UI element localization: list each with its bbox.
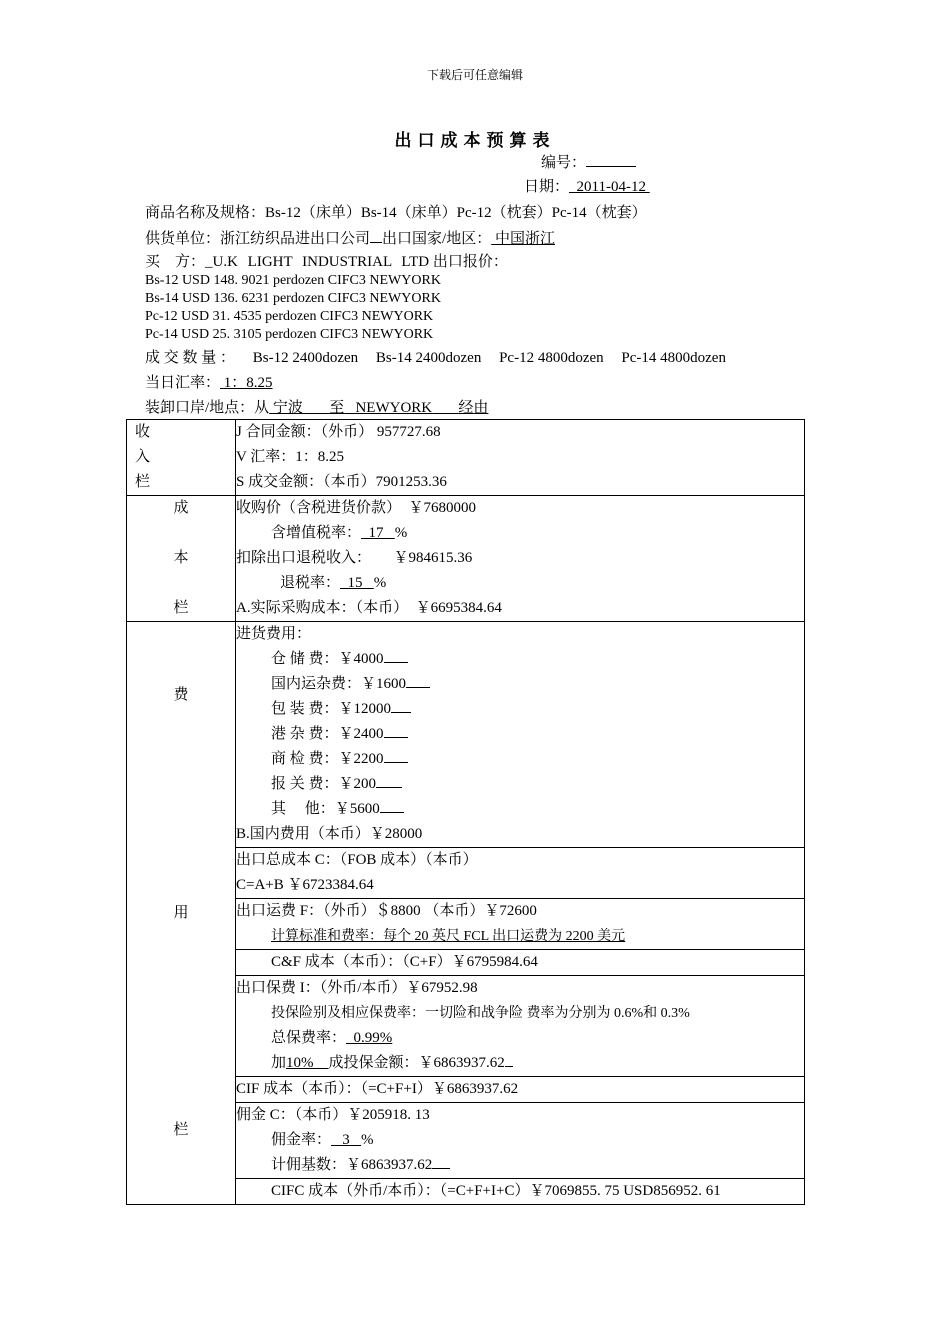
- page-title: 出口成本预算表: [394, 131, 556, 150]
- transaction-amount: S 成交金额：（本币）7901253.36: [236, 474, 447, 490]
- cif-cost: CIF 成本（本币）：（=C+F+I）￥6863937.62: [236, 1077, 805, 1103]
- quantity-item: Pc-14 4800dozen: [621, 350, 726, 366]
- quantity-label: 成 交 数 量 ：: [145, 350, 236, 366]
- supplier-value: 浙江纺织品进出口公司: [220, 231, 371, 247]
- product-line: 商品名称及规格：Bs-12（床单）Bs-14（床单）Pc-12（枕套）Pc-14（枕套）: [145, 205, 647, 221]
- insured-amount: 加10% 成投保金额：￥6863937.62: [236, 1051, 804, 1076]
- quantity-line: [145, 348, 726, 368]
- header-note: 下载后可任意编辑: [426, 68, 523, 82]
- actual-purchase-cost: A.实际采购成本：（本币） ￥6695384.64: [236, 600, 502, 616]
- country-label: 出口国家/地区：: [382, 231, 492, 247]
- commission: [236, 1103, 805, 1179]
- fee-item: 国内运杂费：￥1600: [236, 672, 804, 697]
- fee-item: 仓 储 费：￥4000: [236, 647, 804, 672]
- country-value: 中国浙江: [494, 231, 555, 247]
- vat-rate: 含增值税率： 17 %: [271, 525, 408, 541]
- commission-amount: 佣金 C：（本币）￥205918. 13: [236, 1107, 430, 1123]
- insurance: [236, 976, 805, 1077]
- fee-item: 报 关 费：￥200: [236, 772, 804, 797]
- fee-item: 港 杂 费：￥2400: [236, 722, 804, 747]
- port-line: [145, 398, 488, 418]
- exchange-label: 当日汇率：: [145, 375, 221, 391]
- exchange-line: [145, 373, 391, 393]
- buyer-label: 买 方：: [145, 254, 206, 270]
- quantity-item: Bs-12 2400dozen: [252, 350, 359, 366]
- exchange-rate: V 汇率：1：8.25: [236, 449, 345, 465]
- fee-item: 其 他：￥5600: [236, 797, 804, 822]
- price-line-4: Pc-14 USD 25. 3105 perdozen CIFC3 NEWYORK: [145, 327, 434, 342]
- cf-cost: C&F 成本（本币）：（C+F）￥6795984.64: [236, 950, 805, 976]
- fees-label: 费 用 栏: [127, 622, 236, 1205]
- buyer-line: [145, 252, 508, 272]
- income-content: [236, 420, 805, 496]
- domestic-fees-title: 进货费用：: [236, 626, 312, 642]
- contract-amount: J 合同金额：（外币） 957727.68: [236, 424, 441, 440]
- freight: [236, 899, 805, 950]
- cost-label: 成 本 栏: [127, 496, 236, 622]
- tax-refund: 扣除出口退税收入： ￥984615.36: [236, 550, 473, 566]
- date-label: 日期：: [524, 179, 570, 195]
- quantity-item: Bs-14 2400dozen: [375, 350, 482, 366]
- price-line-1: Bs-12 USD 148. 9021 perdozen CIFC3 NEWYORK: [145, 273, 441, 288]
- quantity-item: Pc-12 4800dozen: [499, 350, 604, 366]
- fees-section: [127, 622, 805, 848]
- price-line-2: Bs-14 USD 136. 6231 perdozen CIFC3 NEWYORK: [145, 291, 441, 306]
- cost-content: [236, 496, 805, 622]
- date: [524, 177, 650, 197]
- fob-title: 出口总成本 C：（FOB 成本）（本币）: [236, 852, 478, 868]
- fob-value: C=A+B ￥6723384.64: [236, 877, 374, 893]
- serial-blank: [586, 152, 636, 167]
- fee-item: 包 装 费：￥12000: [236, 697, 804, 722]
- exchange-value: 1：8.25: [223, 375, 273, 391]
- purchase-price: 收购价（含税进货价款） ￥7680000: [236, 500, 477, 516]
- commission-rate: 佣金率： 3 %: [271, 1132, 374, 1148]
- serial-number: [541, 152, 636, 173]
- refund-rate: 退税率： 15 %: [280, 575, 387, 591]
- price-line-3: Pc-12 USD 31. 4535 perdozen CIFC3 NEWYORK: [145, 309, 434, 324]
- freight-amount: 出口运费 F：（外币）＄8800 （本币）￥72600: [236, 903, 537, 919]
- domestic-fees-total: B.国内费用（本币）￥28000: [236, 826, 423, 842]
- freight-note: 计算标准和费率：每个 20 英尺 FCL 出口运费为 2200 美元: [271, 929, 626, 944]
- domestic-fees: [236, 622, 805, 848]
- date-value: 2011-04-12: [576, 179, 646, 195]
- supplier-line: [145, 228, 668, 249]
- insurance-amount: 出口保费 I：（外币/本币）￥67952.98: [236, 980, 478, 996]
- port-route: 宁波 至 NEWYORK 经由: [272, 400, 489, 416]
- income-section: [127, 420, 805, 496]
- fob-cost: [236, 848, 805, 899]
- serial-label: 编号：: [541, 155, 587, 171]
- cifc-cost: CIFC 成本（外币/本币）：（=C+F+I+C）￥7069855. 75 USD856952. 61: [236, 1179, 805, 1205]
- port-label: 装卸口岸/地点：从: [145, 400, 270, 416]
- cost-section: [127, 496, 805, 622]
- buyer-value: _U.K LIGHT INDUSTRIAL LTD: [205, 254, 430, 270]
- fee-item: 商 检 费：￥2200: [236, 747, 804, 772]
- commission-base: 计佣基数：￥6863937.62: [236, 1153, 804, 1178]
- income-label: 收 入 栏: [127, 420, 236, 496]
- insurance-note: 投保险别及相应保费率：一切险和战争险 费率为分别为 0.6%和 0.3%: [271, 1006, 690, 1021]
- total-insurance-rate: 总保费率： 0.99%: [271, 1030, 393, 1046]
- supplier-label: 供货单位：: [145, 231, 221, 247]
- budget-table: [126, 419, 805, 1205]
- price-label: 出口报价：: [432, 254, 508, 270]
